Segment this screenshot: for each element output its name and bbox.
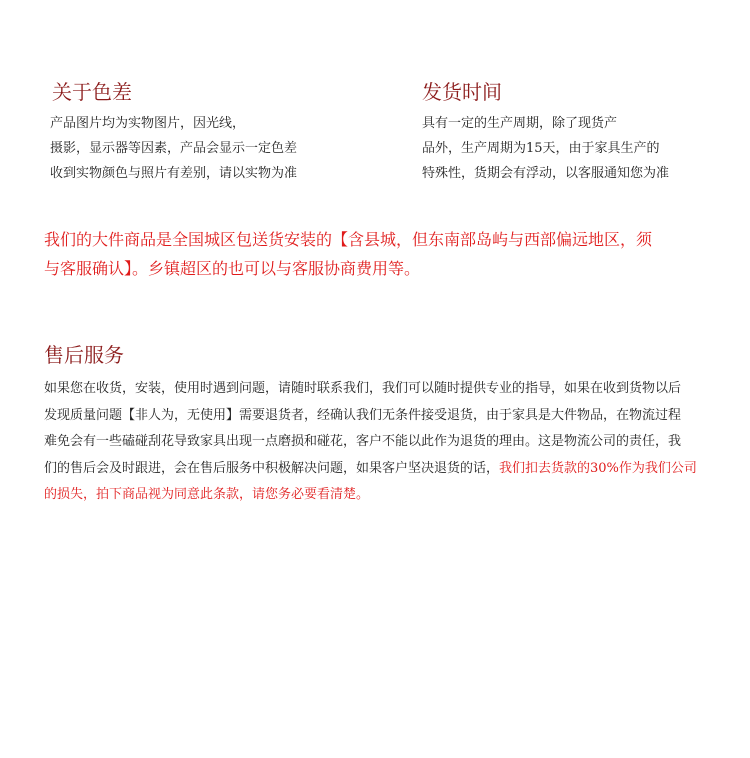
shipping-time-section	[422, 80, 670, 181]
delivery-notice-line: 与客服确认】。乡镇超区的也可以与客服协商费用等。	[44, 259, 421, 278]
color-difference-line: 收到实物颜色与照片有差别，请以实物为准	[50, 166, 298, 181]
after-sales-line-text: 们的售后会及时跟进，会在售后服务中积极解决问题，如果客户坚决退货的话，	[44, 460, 500, 476]
after-sales-title: 售后服务	[44, 343, 124, 367]
shipping-time-line: 品外，生产周期为15天，由于家具生产的	[422, 141, 660, 156]
shipping-time-text	[422, 111, 669, 186]
after-sales-line: 难免会有一些磕碰刮花导致家具出现一点磨损和碰花，客户不能以此作为退货的理由。这是物流公司的责任，我	[44, 434, 682, 449]
after-sales-section	[44, 343, 744, 502]
shipping-time-line: 特殊性，货期会有浮动，以客服通知您为准	[422, 166, 670, 181]
after-sales-line: 如果您在收货，安装，使用时遇到问题，请随时联系我们，我们可以随时提供专业的指导，如果在收到货物以后	[44, 381, 682, 396]
delivery-notice	[44, 225, 714, 283]
deduction-warning-text: 我们扣去货款的30%作为我们公司	[499, 460, 697, 476]
color-difference-title: 关于色差	[52, 80, 132, 104]
after-sales-line: 发现质量问题【非人为，无使用】需要退货者，经确认我们无条件接受退货，由于家具是大件物品，在物流过程	[44, 407, 682, 423]
color-difference-line: 摄影，显示器等因素，产品会显示一定色差	[50, 141, 298, 156]
deduction-warning-line: 的损失，拍下商品视为同意此条款，请您务必要看清楚。	[44, 487, 370, 502]
color-difference-text	[52, 111, 297, 186]
delivery-notice-line: 我们的大件商品是全国城区包送货安装的【含县城，但东南部岛屿与西部偏远地区，须	[44, 230, 653, 249]
after-sales-text	[44, 376, 744, 509]
shipping-time-title: 发货时间	[422, 80, 502, 104]
after-sales-line	[44, 456, 744, 483]
shipping-time-line: 具有一定的生产周期，除了现货产	[422, 116, 618, 131]
color-difference-section	[50, 80, 298, 181]
color-difference-line: 产品图片均为实物图片，因光线，	[50, 116, 246, 131]
